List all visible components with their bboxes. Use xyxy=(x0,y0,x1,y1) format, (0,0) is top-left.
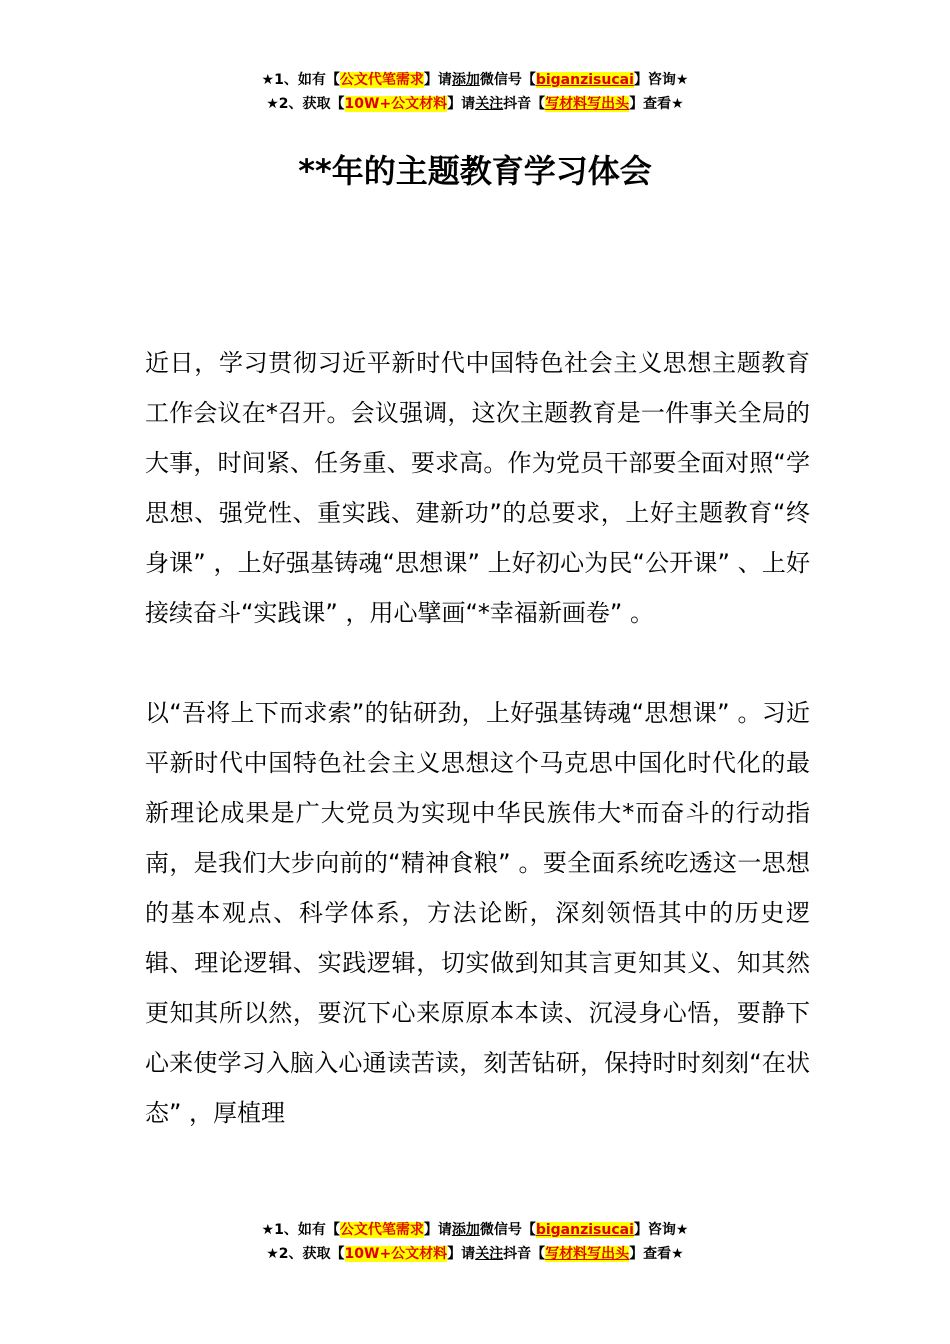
document-body xyxy=(145,338,810,1138)
banner-text: 】请 xyxy=(447,1246,476,1262)
banner-text: ★2、获取【 xyxy=(266,96,345,112)
highlight-service: 公文代笔需求 xyxy=(339,72,424,88)
banner-text: ★1、如有【 xyxy=(261,1222,340,1238)
highlight-douyin-account: 写材料写出头 xyxy=(545,1246,630,1262)
banner-line-2 xyxy=(0,1242,950,1266)
highlight-wechat-id: biganzisucai xyxy=(535,72,634,88)
highlight-service: 公文代笔需求 xyxy=(339,1222,424,1238)
highlight-materials: 10W+公文材料 xyxy=(344,1246,448,1262)
banner-text: 】查看★ xyxy=(629,96,684,112)
banner-emphasis: 添加 xyxy=(451,72,480,88)
paragraph-1: 近日，学习贯彻习近平新时代中国特色社会主义思想主题教育工作会议在*召开。会议强调，这次主题教育是一件事关全局的大事，时间紧、任务重、要求高。作为党员干部要全面对照“学思想、强党性、重实践、建新功”的总要求，上好主题教育“终身课” ，上好强基铸魂“思想课” 上好初心为民“公开课” 、上好接续奋斗“实践课” ，用心擘画“*幸福新画卷” 。 xyxy=(145,349,810,627)
banner-text: 】查看★ xyxy=(629,1246,684,1262)
banner-line-1 xyxy=(0,68,950,92)
banner-text: 微信号【 xyxy=(479,72,536,88)
banner-text: 】请 xyxy=(423,1222,452,1238)
banner-emphasis: 添加 xyxy=(451,1222,480,1238)
footer-banner xyxy=(0,1218,950,1266)
banner-text: 微信号【 xyxy=(479,1222,536,1238)
banner-line-1 xyxy=(0,1218,950,1242)
banner-text: 抖音【 xyxy=(503,96,546,112)
paragraph-2: 以“吾将上下而求索”的钻研劲，上好强基铸魂“思想课” 。习近平新时代中国特色社会主义思想这个马克思中国化时代化的最新理论成果是广大党员为实现中华民族伟大*而奋斗的行动指南，是我们大步向前的“精神食粮” 。要全面系统吃透这一思想的基本观点、科学体系，方法论断，深刻领悟其中的历史逻辑、理论逻辑、实践逻辑，切实做到知其言更知其义、知其然更知其所以然，要沉下心来原原本本读、沉浸身心悟，要静下心来使学习入脑入心通读苦读，刻苦钻研，保持时时刻刻“在状态” ，厚植理 xyxy=(145,699,810,1127)
banner-text: ★1、如有【 xyxy=(261,72,340,88)
document-title: **年的主题教育学习体会 xyxy=(298,152,652,190)
banner-emphasis: 关注 xyxy=(475,1246,504,1262)
banner-text: ★2、获取【 xyxy=(266,1246,345,1262)
banner-text: 】请 xyxy=(423,72,452,88)
banner-emphasis: 关注 xyxy=(475,96,504,112)
banner-text: 】请 xyxy=(447,96,476,112)
highlight-wechat-id: biganzisucai xyxy=(535,1222,634,1238)
banner-text: 抖音【 xyxy=(503,1246,546,1262)
highlight-douyin-account: 写材料写出头 xyxy=(545,96,630,112)
highlight-materials: 10W+公文材料 xyxy=(344,96,448,112)
header-banner xyxy=(0,68,950,116)
banner-text: 】咨询★ xyxy=(633,1222,689,1238)
banner-text: 】咨询★ xyxy=(633,72,689,88)
banner-line-2 xyxy=(0,92,950,116)
